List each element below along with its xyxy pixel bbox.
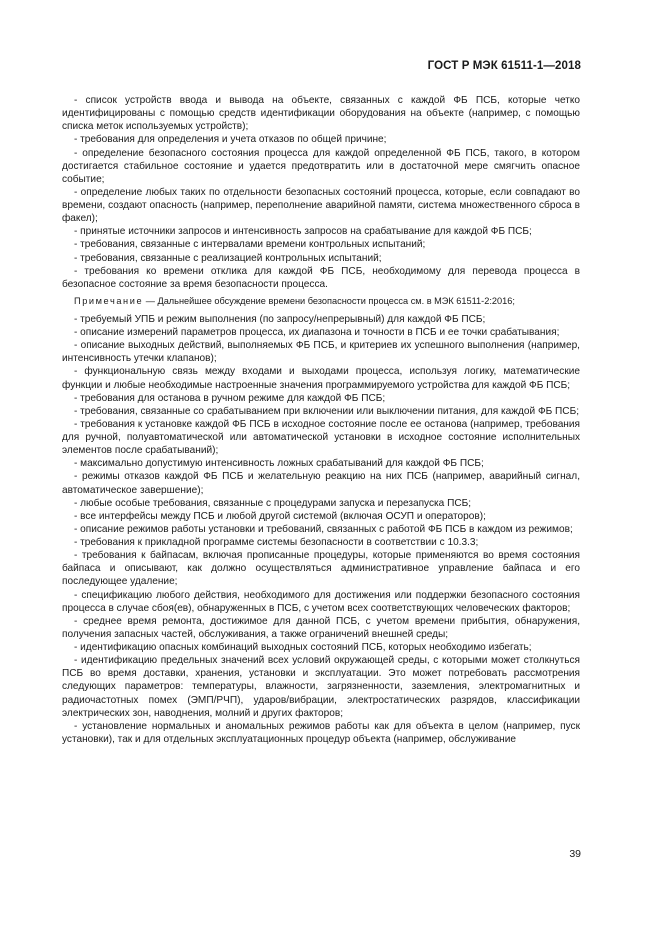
list-item: - установление нормальных и аномальных режимов работы как для объекта в целом (например, пуск установки), так и для отдельных эксплуатационных процедур объекта (например, обслуживание [62, 720, 580, 745]
list-item: - спецификацию любого действия, необходимого для достижения или поддержки безопасного состояния процесса в случае сбоя(ев), обнаруженных в ПСБ, с учетом всех соответствующих человеческих факторов; [62, 589, 580, 614]
list-item: - описание измерений параметров процесса, их диапазона и точности в ПСБ и ее точки срабатывания; [74, 327, 560, 338]
list-item: - требования ко времени отклика для каждой ФБ ПСБ, необходимому для перевода процесса в безопасное состояние за время безопасности процесса. [62, 265, 580, 290]
list-item: - идентификацию опасных комбинаций выходных состояний ПСБ, которых необходимо избегать; [74, 642, 532, 653]
list-item: - требования к байпасам, включая прописанные процедуры, которые применяются во время состояния байпаса и описывают, как должно осуществляться административное управление байпаса и его последующее удаление; [62, 550, 580, 588]
list-item: - определение любых таких по отдельности безопасных состояний процесса, которые, если совпадают во времени, создают опасность (например, переполнение аварийной памяти, система множественного сброса в факел); [62, 186, 580, 225]
list-item: - принятые источники запросов и интенсивность запросов на срабатывание для каждой ФБ ПСБ; [74, 226, 532, 238]
list-item: - максимально допустимую интенсивность ложных срабатываний для каждой ФБ ПСБ; [74, 458, 484, 470]
list-item: - все интерфейсы между ПСБ и любой другой системой (включая ОСУП и операторов); [74, 510, 486, 522]
note-label: Примечание [74, 295, 144, 306]
list-item: - любые особые требования, связанные с процедурами запуска и перезапуска ПСБ; [74, 497, 472, 509]
list-item: - требования, связанные с реализацией контрольных испытаний; [74, 252, 382, 264]
list-item: - режимы отказов каждой ФБ ПСБ и желательную реакцию на них ПСБ (например, аварийный сигнал, автоматическое завершение); [62, 471, 580, 496]
note [62, 295, 580, 307]
list-item: - описание выходных действий, выполняемых ФБ ПСБ, и критериев их успешного выполнения (например, интенсивность утечки клапанов); [62, 340, 580, 365]
page-number: 39 [569, 848, 581, 860]
list-item: - требования для останова в ручном режиме для каждой ФБ ПСБ; [74, 392, 386, 404]
list-item: - требования, связанные с интервалами времени контрольных испытаний; [74, 239, 426, 251]
list-item: - требования к прикладной программе системы безопасности в соответствии с 10.3.3; [74, 537, 479, 548]
list-item: - требуемый УПБ и режим выполнения (по запросу/непрерывный) для каждой ФБ ПСБ; [74, 313, 486, 325]
list-item: - среднее время ремонта, достижимое для данной ПСБ, с учетом времени прибытия, обнаружения, получения запасных частей, обслуживания, а также ограничений внешней среды; [62, 615, 580, 640]
list-item: - список устройств ввода и вывода на объекте, связанных с каждой ФБ ПСБ, которые четко идентифицированы с помощью средств идентификации оборудования на объекте (например, с помощью списка меток используемых устройств); [62, 95, 580, 133]
standard-code-header: ГОСТ Р МЭК 61511-1—2018 [427, 60, 581, 72]
list-item: - требования, связанные со срабатыванием при включении или выключении питания, для каждой ФБ ПСБ; [74, 405, 580, 417]
list-item: - функциональную связь между входами и выходами процесса, используя логику, математические функции и любые необходимые настроенные значения программируемого устройства для каждой ФБ ПСБ; [62, 366, 580, 391]
list-item: - требования к установке каждой ФБ ПСБ в исходное состояние после ее останова (например, требования для ручной, полуавтоматической или автоматической установки в исходное состояние исполнительных элементов после срабатываний); [62, 418, 580, 457]
note-text: — Дальнейшее обсуждение времени безопасности процесса см. в МЭК 61511-2:2016; [143, 295, 515, 306]
list-item: - требования для определения и учета отказов по общей причине; [74, 134, 387, 146]
list-item: - определение безопасного состояния процесса для каждой определенной ФБ ПСБ, такого, в котором достигается стабильное состояние и удается предотвратить или в достаточной мере смягчить опасное событие; [62, 147, 580, 185]
page-body [62, 94, 580, 746]
list-item: - описание режимов работы установки и требований, связанных с работой ФБ ПСБ в каждом из режимов; [74, 523, 573, 535]
list-item: - идентификацию предельных значений всех условий окружающей среды, с которыми может столкнуться ПСБ во время доставки, хранения, установки и эксплуатации. Это может потребовать рассмотрения следующих параметров: температуры, влажности, загрязненности, заземления, электромагнитных и радиочастотных помех (ЭМП/РЧП), ударов/вибрации, электростатических разрядов, классификации электрических зон, наводнения, молний и других факторов; [62, 655, 580, 719]
